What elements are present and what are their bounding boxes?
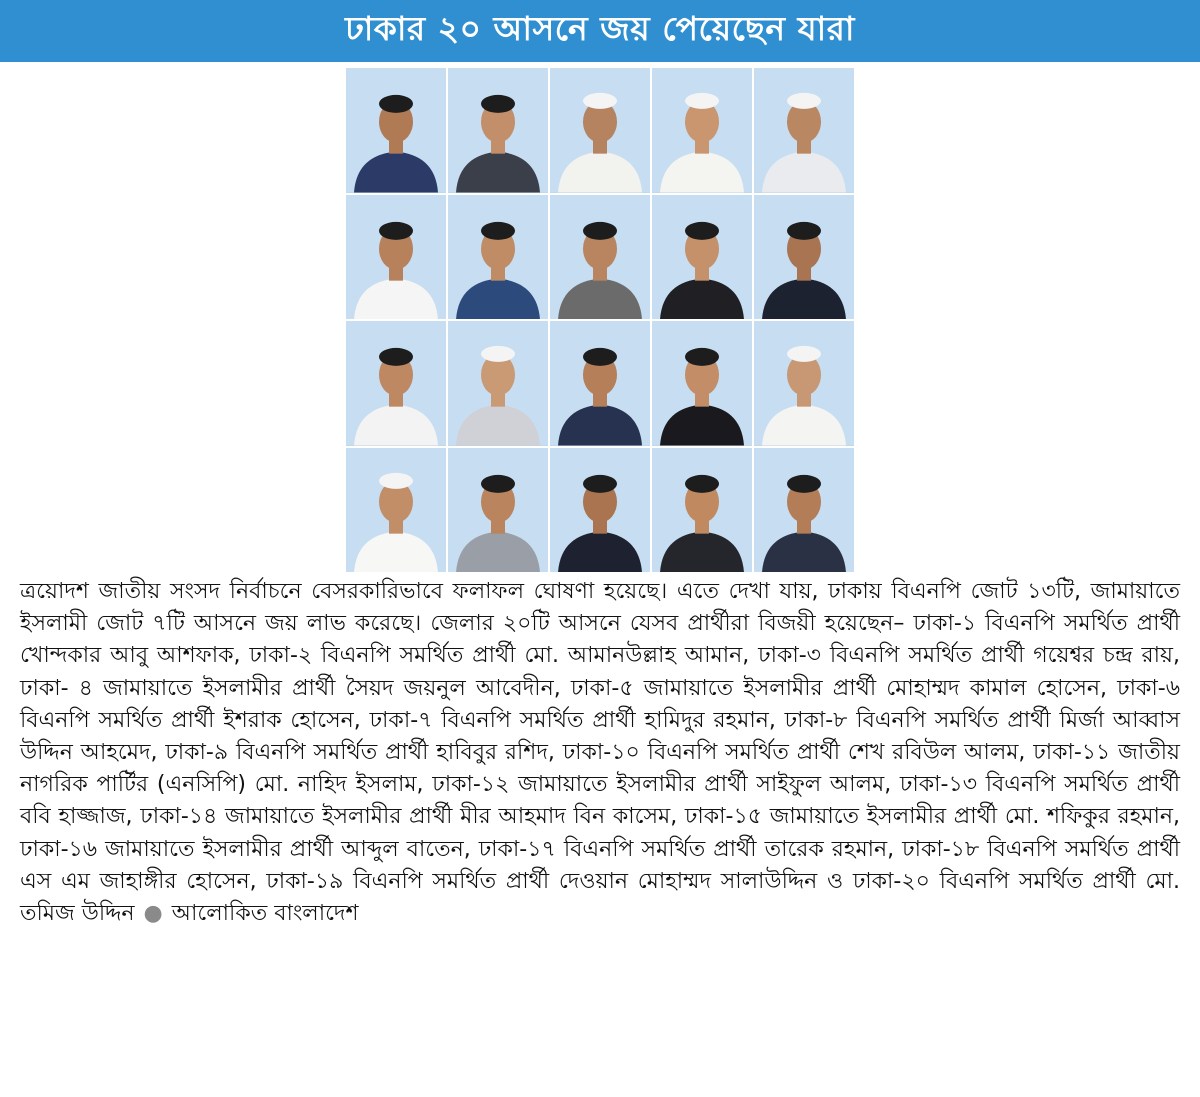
candidate-photo (346, 448, 446, 573)
candidate-photo (448, 448, 548, 573)
candidate-photo (754, 448, 854, 573)
candidate-photo (448, 195, 548, 320)
candidate-photo (346, 321, 446, 446)
article-text: ত্রয়োদশ জাতীয় সংসদ নির্বাচনে বেসরকারিভাবে ফলাফল ঘোষণা হয়েছে। এতে দেখা যায়, ঢাকায় বিএনপি জোট ১৩টি, জামায়াতে ইসলামী জোট ৭টি আসনে জয় লাভ করেছে। জেলার ২০টি আসনে যেসব প্রার্থীরা বিজয়ী হয়েছেন– ঢাকা-১ বিএনপি সমর্থিত প্রার্থী খোন্দকার আবু আশফাক, ঢাকা-২ বিএনপি সমর্থিত প্রার্থী মো. আমানউল্লাহ আমান, ঢাকা-৩ বিএনপি সমর্থিত প্রার্থী গয়েশ্বর চন্দ্র রায়, ঢাকা- ৪ জামায়াতে ইসলামীর প্রার্থী সৈয়দ জয়নুল আবেদীন, ঢাকা-৫ জামায়াতে ইসলামীর প্রার্থী মোহাম্মদ কামাল হোসেন, ঢাকা-৬ বিএনপি সমর্থিত প্রার্থী ইশরাক হোসেন, ঢাকা-৭ বিএনপি সমর্থিত প্রার্থী হামিদুর রহমান, ঢাকা-৮ বিএনপি সমর্থিত প্রার্থী মির্জা আব্বাস উদ্দিন আহমেদ, ঢাকা-৯ বিএনপি সমর্থিত প্রার্থী হাবিবুর রশিদ, ঢাকা-১০ বিএনপি সমর্থিত প্রার্থী শেখ রবিউল আলম, ঢাকা-১১ জাতীয় নাগরিক পার্টির (এনসিপি) মো. নাহিদ ইসলাম, ঢাকা-১২ জামায়াতে ইসলামীর প্রার্থী সাইফুল আলম, ঢাকা-১৩ বিএনপি সমর্থিত প্রার্থী ববি হাজ্জাজ, ঢাকা-১৪ জামায়াতে ইসলামীর প্রার্থী মীর আহমাদ বিন কাসেম, ঢাকা-১৫ জামায়াতে ইসলামীর প্রার্থী মো. শফিকুর রহমান, ঢাকা-১৬ জামায়াতে ইসলামীর প্রার্থী আব্দুল বাতেন, ঢাকা-১৭ বিএনপি সমর্থিত প্রার্থী তারেক রহমান, ঢাকা-১৮ বিএনপি সমর্থিত প্রার্থী এস এম জাহাঙ্গীর হোসেন, ঢাকা-১৯ বিএনপি সমর্থিত প্রার্থী দেওয়ান মোহাম্মদ সালাউদ্দিন ও ঢাকা-২০ বিএনপি সমর্থিত প্রার্থী মো. তমিজ উদ্দিন (20, 579, 1180, 927)
candidate-photo (652, 68, 752, 193)
candidate-photo (448, 68, 548, 193)
candidate-photo (550, 321, 650, 446)
candidate-photo (550, 448, 650, 573)
candidate-photo (754, 321, 854, 446)
article-body (20, 576, 1180, 930)
candidate-photo (754, 68, 854, 193)
candidate-photo (754, 195, 854, 320)
candidate-photo (652, 195, 752, 320)
candidate-photo (652, 448, 752, 573)
candidate-photo (346, 68, 446, 193)
winners-photo-grid (346, 68, 854, 572)
byline-separator-icon: ● (143, 901, 163, 927)
candidate-photo (652, 321, 752, 446)
headline-banner (0, 0, 1200, 62)
headline-title: ঢাকার ২০ আসনে জয় পেয়েছেন যারা (345, 9, 855, 48)
candidate-photo (448, 321, 548, 446)
candidate-photo (550, 68, 650, 193)
byline-source: আলোকিত বাংলাদেশ (171, 901, 359, 927)
candidate-photo (346, 195, 446, 320)
candidate-photo (550, 195, 650, 320)
